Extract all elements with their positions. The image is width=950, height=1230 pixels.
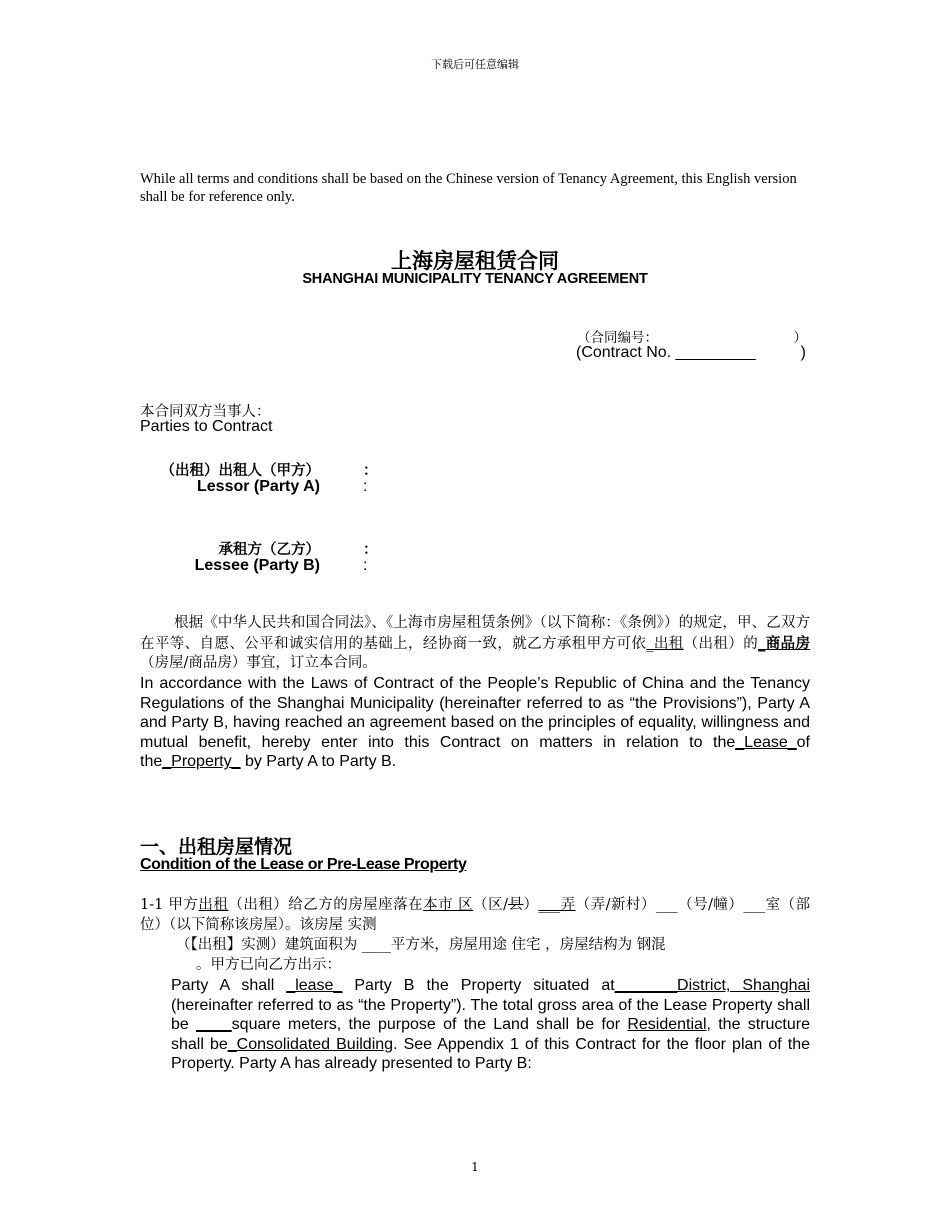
clause-1-1-cn-line2: （【出租】实测）建筑面积为 ____平方米，房屋用途 住宅 ，房屋结构为 钢混	[176, 937, 666, 953]
lessor-colon-cn: ：	[363, 462, 378, 479]
lessor-label-en: Lessor (Party A)	[197, 478, 320, 495]
clause-1-1-cn: 1-1 甲方出租（出租）给乙方的房屋座落在本市 区（区/县）___弄（弄/新村）___（号/幢）___室（部位）（以下简称该房屋）。该房屋 实测	[140, 897, 811, 933]
language-disclaimer: While all terms and conditions shall be based on the Chinese version of Tenancy Agreement, this English version shall be for reference only.	[140, 171, 797, 205]
preamble-cn: 根据《中华人民共和国合同法》、《上海市房屋租赁条例》（以下简称：《条例》）的规定，甲、乙双方在平等、自愿、公平和诚实信用的基础上，经协商一致，就乙方承租甲方可依_出租（出租）的_商品房（房屋/商品房）事宜，订立本合同。	[140, 615, 811, 671]
contract-number-en	[576, 344, 809, 362]
contract-number-cn	[577, 326, 809, 346]
clause-1-1-cn-line3: 。甲方已向乙方出示：	[196, 957, 341, 973]
parties-heading-cn: 本合同双方当事人：	[140, 404, 271, 420]
lessee-label-cn: 承租方（乙方）	[218, 541, 320, 558]
section-1-title-cn: 一、出租房屋情况	[140, 836, 293, 858]
document-title-cn: 上海房屋租赁合同	[391, 248, 559, 273]
document-title-en: SHANGHAI MUNICIPALITY TENANCY AGREEMENT	[302, 271, 648, 287]
lessee-label-en: Lessee (Party B)	[194, 557, 320, 574]
lessee-colon-cn: ：	[363, 541, 378, 558]
lessor-label-cn: （出租）出租人（甲方）	[160, 462, 320, 479]
lessee-colon-en: :	[363, 557, 368, 574]
preamble-en-property: _Property_	[162, 753, 241, 771]
contract-number-cn-label: （合同编号：	[577, 330, 658, 346]
page-number: 1	[471, 1160, 479, 1174]
parties-heading-en: Parties to Contract	[140, 418, 273, 435]
clause-1-1-en: Party A shall _lease_ Party B the Property situated at_______District, Shanghai (hereinafter referred to as “the Property”). The total gross area of the Lease Property shall be ____square meters, the purpose of the Land shall be for Residential, the structure shall be_Consolidated Building. See Appendix 1 of this Contract for the floor plan of the Property. Party A has already presented to Party B:	[171, 977, 811, 1073]
contract-number-en-label: (Contract No. _________	[576, 344, 756, 361]
preamble-cn-lease: _出租	[646, 635, 684, 652]
lessor-colon-en: :	[363, 478, 368, 495]
preamble-en: In accordance with the Laws of Contract of the People’s Republic of China and the Tenancy Regulations of the Shanghai Municipality (hereinafter referred to as “the Provisions”), Party A and Party B, having reached an agreement based on the principles of equality, willingness and mutual benefit, hereby enter into this Contract on matters in relation to the_Lease_of the_Property_ by Party A to Party B.	[140, 675, 810, 771]
section-1-title-en: Condition of the Lease or Pre-Lease Property	[140, 856, 467, 873]
page-header-note: 下载后可任意编辑	[431, 58, 519, 71]
contract-number-en-close: )	[800, 344, 806, 361]
contract-number-cn-close: ）	[793, 330, 807, 346]
preamble-cn-property-type: _商品房	[758, 634, 811, 652]
preamble-en-lease: _Lease_	[735, 733, 797, 751]
